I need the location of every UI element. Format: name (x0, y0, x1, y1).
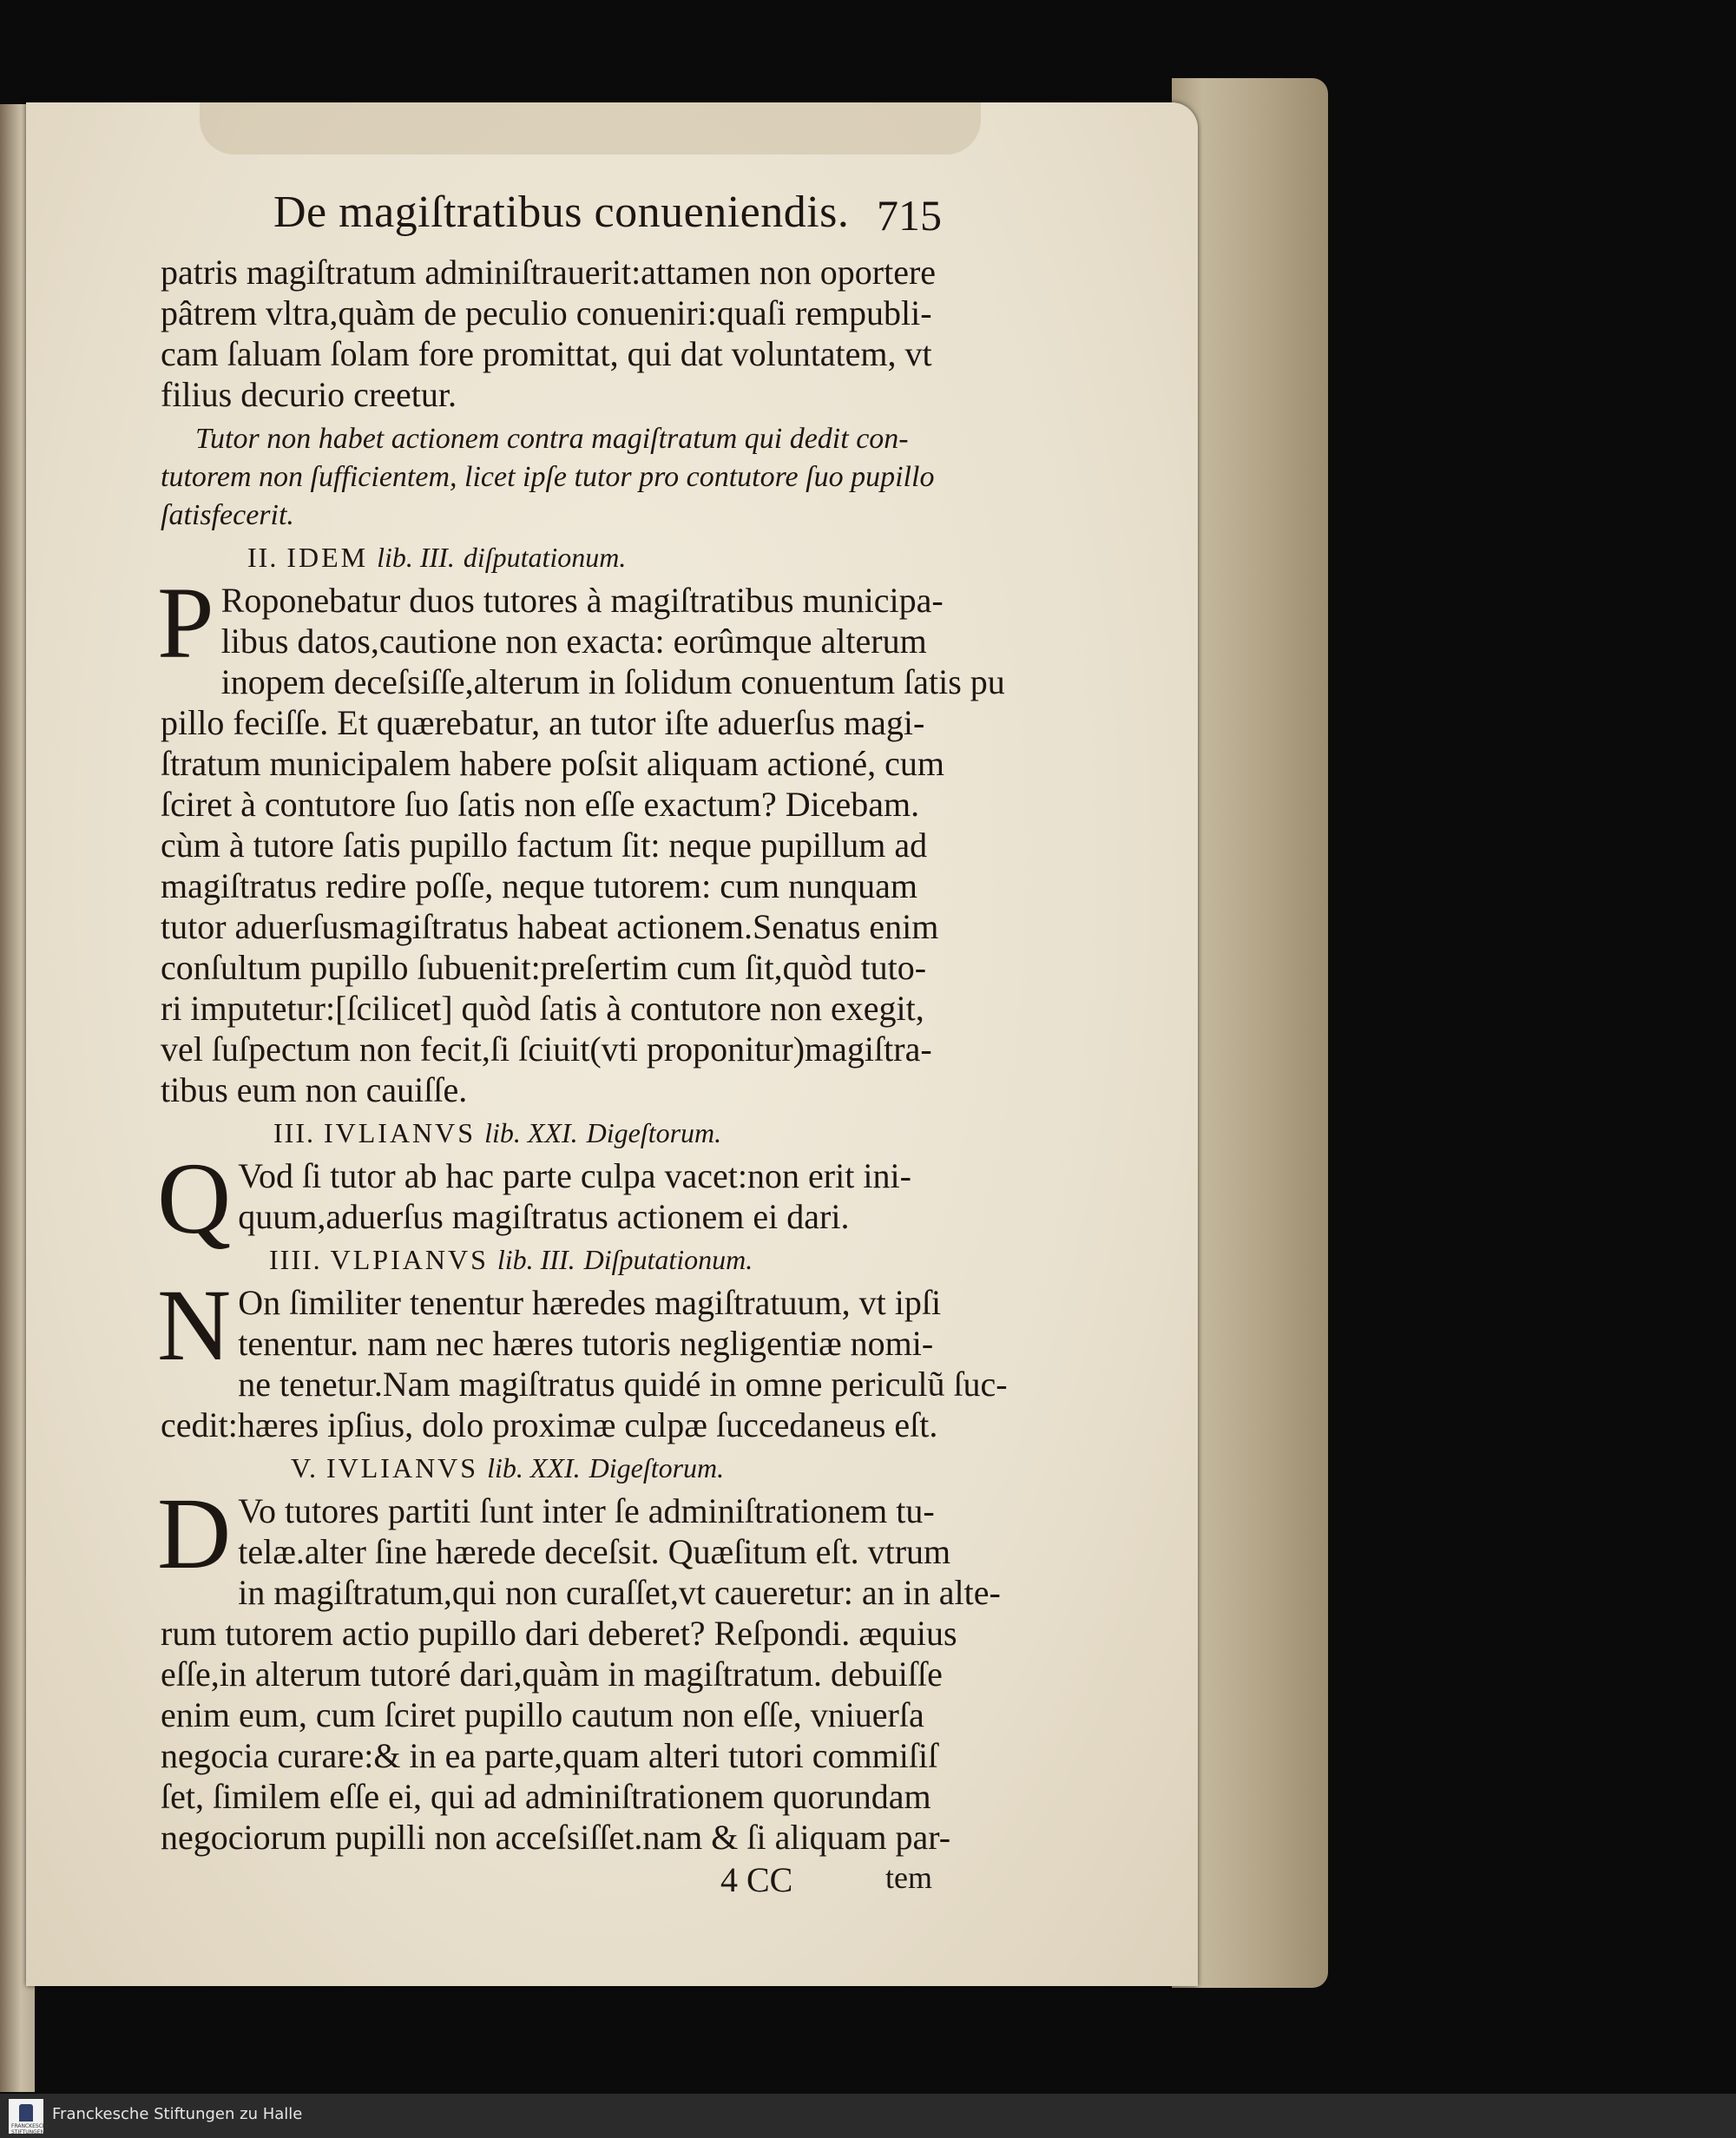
text-line: filius decurio creetur. (161, 375, 457, 414)
text-line: inopem deceſsiſſe,alterum in ſolidum conuentum ſatis pu (220, 662, 1005, 701)
law-heading (161, 1449, 942, 1487)
text-line: rum tutorem actio pupillo dari deberet? Reſpondi. æquius (161, 1614, 957, 1653)
text-line: Roponebatur duos tutores à magiſtratibus municipa- (220, 581, 944, 620)
text-line: eſſe,in alterum tutoré dari,quàm in magiſtratum. debuiſſe (161, 1654, 943, 1694)
law-author: IVLIANVS (323, 1117, 477, 1148)
logo-emblem (19, 2104, 33, 2122)
text-line: magiſtratus redire poſſe, neque tutorem: cum nunquam (161, 866, 917, 905)
text-line: enim eum, cum ſciret pupillo cautum non eſſe, vniuerſa (161, 1695, 924, 1734)
page-text-block (157, 187, 1008, 1903)
law-heading (161, 1240, 942, 1279)
law-book: lib. III. (496, 1244, 575, 1275)
text-line: negociorum pupilli non acceſsiſſet.nam & ſi aliquam par- (161, 1818, 951, 1857)
text-line: patris magiſtratum adminiſtrauerit:attamen non oportere (161, 253, 937, 292)
text-line: On ſimiliter tenentur hæredes magiſtratuum, vt ipſi (238, 1283, 942, 1322)
page-stain (200, 102, 981, 155)
drop-cap: Q (157, 1141, 232, 1255)
text-line: negocia curare:& in ea parte,quam alteri tutori commiſiſ (161, 1736, 938, 1775)
text-line: ri imputetur:[ſcilicet] quòd ſatis à contutore non exegit, (161, 989, 924, 1028)
law-book: lib. XXI. (487, 1452, 581, 1483)
text-line: tenentur. nam nec hæres tutoris negligentiæ nomi- (238, 1324, 934, 1363)
text-line: quum,aduerſus magiſtratus actionem ei dari. (238, 1197, 850, 1236)
text-line: telæ.alter ſine hærede deceſsit. Quæſitum eſt. vtrum (238, 1532, 951, 1571)
summary-line: Tutor non habet actionem contra magiſtratum qui dedit con- (195, 423, 909, 455)
law-author: IDEM (286, 542, 369, 573)
law-section (157, 566, 1005, 1110)
law-work: Digeſtorum. (589, 1452, 725, 1483)
text-line: vel ſuſpectum non fecit,ſi ſciuit(vti proponitur)magiſtra- (161, 1030, 932, 1069)
text-line: tibus eum non cauiſſe. (161, 1070, 468, 1109)
running-head: De magiſtratibus conueniendis. (273, 187, 850, 237)
law-section (157, 1268, 1008, 1445)
summary-line: ſatisfecerit. (161, 499, 294, 531)
institution-logo-icon (9, 2099, 50, 2135)
law-number: IIII. (269, 1244, 322, 1275)
drop-cap: N (157, 1268, 232, 1382)
law-book: lib. XXI. (484, 1117, 578, 1148)
text-line: ſtratum municipalem habere poſsit aliquam actioné, cum (161, 744, 945, 783)
text-line: pâtrem vltra,quàm de peculio conueniri:quaſi rempubli- (161, 293, 932, 332)
law-work: Diſputationum. (583, 1244, 753, 1275)
law-number: III. (273, 1117, 315, 1148)
page-number: 715 (877, 191, 942, 240)
drop-cap: P (157, 566, 214, 680)
summary-line: tutorem non ſufficientem, licet ipſe tutor pro contutore ſuo pupillo (161, 461, 935, 493)
law-work: diſputationum. (463, 542, 627, 573)
text-line: Vod ſi tutor ab hac parte culpa vacet:non erit ini- (238, 1156, 911, 1195)
text-line: cedit:hæres ipſius, dolo proximæ culpæ ſuccedaneus eſt. (161, 1405, 938, 1444)
page-footer (161, 1859, 942, 1903)
text-line: Vo tutores partiti ſunt inter ſe adminiſtrationem tu- (238, 1491, 935, 1530)
text-line: conſultum pupillo ſubuenit:preſertim cum ſit,quòd tuto- (161, 948, 927, 987)
viewer-footer-bar (0, 2094, 1736, 2138)
law-number: II. (247, 542, 279, 573)
opening-paragraph (161, 252, 942, 415)
page-header (161, 187, 942, 252)
drop-cap: D (157, 1477, 232, 1590)
law-section (157, 1477, 1001, 1858)
text-line: cam ſaluam ſolam fore promittat, qui dat voluntatem, vt (161, 334, 932, 373)
text-line: cùm à tutore ſatis pupillo factum ſit: neque pupillum ad (161, 826, 928, 865)
text-line: ſet, ſimilem eſſe ei, qui ad adminiſtrationem quorundam (161, 1777, 931, 1816)
text-line: ſciret à contutore ſuo ſatis non eſſe exactum? Dicebam. (161, 785, 920, 824)
catchword: tem (885, 1860, 932, 1895)
institution-name: Franckesche Stiftungen zu Halle (52, 2105, 303, 2123)
law-heading (161, 1114, 942, 1152)
law-author: VLPIANVS (330, 1244, 489, 1275)
italic-summary (161, 420, 942, 535)
logo-text: FRANCKESCHE STIFTUNGEN (11, 2123, 50, 2135)
signature-mark: 4 CC (720, 1860, 793, 1899)
law-number: V. (291, 1452, 318, 1483)
text-line: tutor aduerſusmagiſtratus habeat actionem.Senatus enim (161, 907, 939, 946)
text-line: in magiſtratum,qui non curaſſet,vt caueretur: an in alte- (238, 1573, 1001, 1612)
law-heading (161, 538, 942, 576)
law-work: Digeſtorum. (586, 1117, 722, 1148)
text-line: pillo feciſſe. Et quærebatur, an tutor iſte aduerſus magi- (161, 703, 925, 742)
law-section (157, 1141, 942, 1255)
law-book: lib. III. (377, 542, 455, 573)
text-line: libus datos,cautione non exacta: eorûmque alterum (220, 622, 927, 661)
law-author: IVLIANVS (326, 1452, 479, 1483)
text-line: ne tenetur.Nam magiſtratus quidé in omne periculũ ſuc- (238, 1365, 1008, 1404)
